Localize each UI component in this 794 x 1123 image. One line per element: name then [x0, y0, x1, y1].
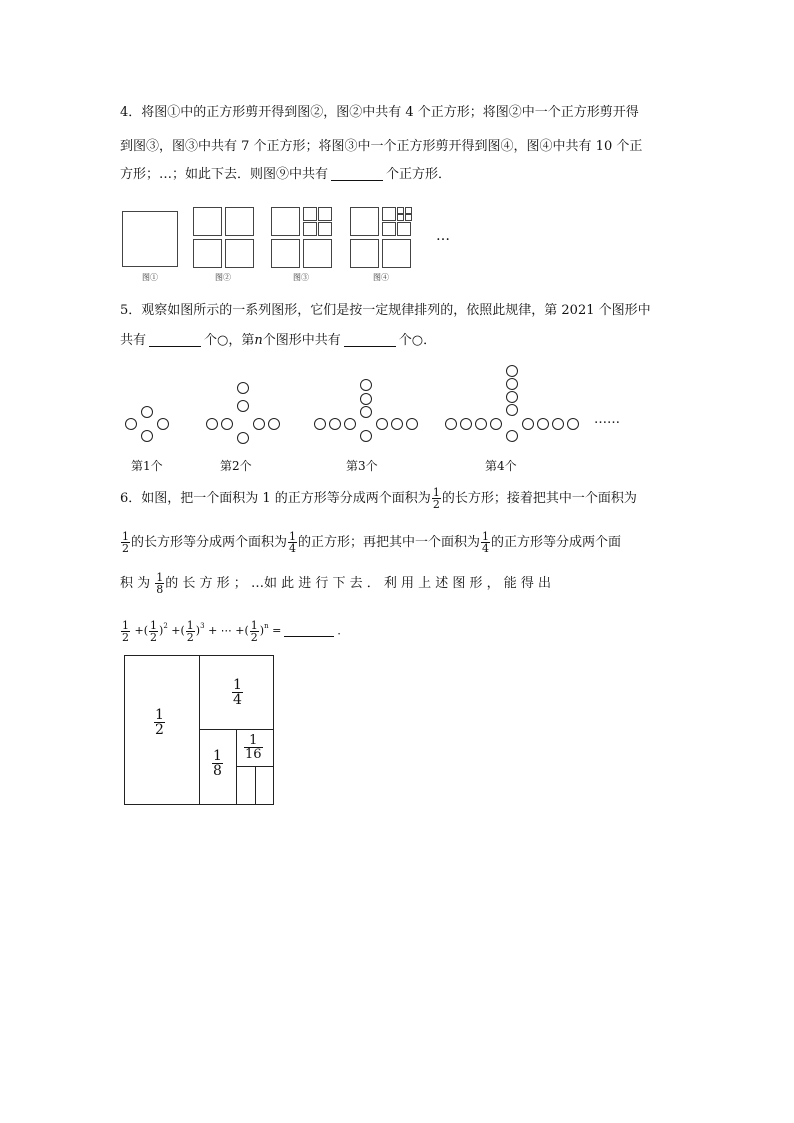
pattern-ellipsis: ……: [594, 412, 620, 427]
q5-line-1: 5．观察如图所示的一系列图形，它们是按一定规律排列的，依照此规律，第 2021 个图形中: [120, 303, 651, 318]
q6-line-1: 6．如图，把一个面积为 1 的正方形等分成两个面积为 $\frac{1}{2}$ 的长方形；接着把其中一个面积为: [120, 486, 637, 511]
circle: [538, 419, 549, 430]
circle: [126, 419, 137, 430]
circle-pattern-figures: [0, 360, 794, 450]
square-cell-small: [303, 222, 317, 236]
circle: [507, 379, 518, 390]
label-quarter: $\frac{1}{4}$: [233, 677, 242, 708]
circle: [523, 419, 534, 430]
fraction-quarter: $\frac{1}{4}$: [289, 530, 297, 555]
square-cell: [303, 239, 332, 268]
circle: [507, 366, 518, 377]
square-figure-1: [122, 211, 178, 267]
square-cell: [271, 239, 300, 268]
circle: [361, 394, 372, 405]
circle: [507, 431, 518, 442]
answer-blank[interactable]: [284, 622, 334, 637]
circle: [377, 419, 388, 430]
fraction-half: $\frac{1}{2}$: [122, 530, 129, 555]
circle: [142, 431, 153, 442]
circle: [238, 383, 249, 394]
square-cell: [271, 207, 300, 236]
caption-pattern-1: 第1个: [131, 459, 163, 473]
q5-line-2: 共有 个○，第n个图形中共有 个○．: [120, 333, 437, 348]
fraction-half: $\frac{1}{2}$: [432, 486, 440, 511]
caption-fig-1: 图①: [142, 273, 158, 282]
square-cell: [350, 207, 379, 236]
fraction-quarter: $\frac{1}{4}$: [482, 530, 490, 555]
circle: [142, 407, 153, 418]
square-cell-tiny: [397, 214, 404, 221]
circle: [361, 407, 372, 418]
circle: [407, 419, 418, 430]
circle: [207, 419, 218, 430]
square-cell: [382, 239, 411, 268]
square-cell: [350, 239, 379, 268]
square-cell: [225, 239, 254, 268]
label-sixteenth: $\frac{1}{16}$: [245, 733, 262, 762]
q4-line-3: 方形；…；如此下去．则图⑨中共有 个正方形．: [120, 167, 452, 182]
label-half: $\frac{1}{2}$: [155, 707, 164, 738]
subdivided-square: [124, 655, 274, 805]
circle: [392, 419, 403, 430]
square-cell-small: [318, 222, 332, 236]
circle: [553, 419, 564, 430]
circle: [238, 401, 249, 412]
circle: [315, 419, 326, 430]
caption-pattern-3: 第3个: [346, 459, 378, 473]
square-cell-tiny: [405, 207, 412, 214]
label-eighth: $\frac{1}{8}$: [213, 748, 222, 779]
square-cell: [225, 207, 254, 236]
answer-blank[interactable]: [344, 332, 396, 347]
circle: [254, 419, 265, 430]
caption-fig-3: 图③: [293, 273, 309, 282]
q4-line-1: 4．将图①中的正方形剪开得到图②，图②中共有 4 个正方形；将图②中一个正方形剪开得: [120, 105, 639, 120]
caption-pattern-2: 第2个: [220, 459, 252, 473]
circle: [158, 419, 169, 430]
caption-pattern-4: 第4个: [485, 459, 517, 473]
square-cell-small: [397, 222, 411, 236]
circle: [461, 419, 472, 430]
square-cell: [193, 239, 222, 268]
caption-fig-2: 图②: [215, 273, 231, 282]
square-cell-small: [303, 207, 317, 221]
square-cell-tiny: [405, 214, 412, 221]
circle: [446, 419, 457, 430]
circle: [507, 405, 518, 416]
answer-blank[interactable]: [331, 166, 383, 181]
q4-line-2: 到图③，图③中共有 7 个正方形；将图③中一个正方形剪开得到图④，图④中共有 10 个正: [120, 139, 643, 154]
square-cell-small: [382, 207, 396, 221]
caption-fig-4: 图④: [373, 273, 389, 282]
answer-blank[interactable]: [149, 332, 201, 347]
square-cell-small: [318, 207, 332, 221]
circle: [345, 419, 356, 430]
circle: [238, 433, 249, 444]
circle: [568, 419, 579, 430]
q6-formula: $\frac{1}{2}$ +( $\frac{1}{2}$ )$^2$ +( $\frac{1}{2}$ )$^3$ + ⋯ +( $\frac{1}{2}$ )$^n$ = ．: [122, 618, 349, 644]
circle: [361, 380, 372, 391]
circle: [507, 392, 518, 403]
circle: [361, 431, 372, 442]
square-cell-small: [382, 222, 396, 236]
fraction-eighth: $\frac{1}{8}$: [156, 571, 164, 596]
circle: [330, 419, 341, 430]
square-cell-tiny: [397, 207, 404, 214]
q6-line-2: $\frac{1}{2}$ 的长方形等分成两个面积为 $\frac{1}{4}$ 的正方形；再把其中一个面积为 $\frac{1}{4}$ 的正方形等分成两个面: [122, 530, 622, 555]
figure-ellipsis: …: [436, 228, 450, 244]
circle: [269, 419, 280, 430]
q6-line-3: 积 为 $\frac{1}{8}$ 的 长 方 形 ； …如 此 进 行 下 去 ． 利 用 上 述 图 形 ， 能 得 出: [120, 571, 552, 596]
circle: [476, 419, 487, 430]
circle: [222, 419, 233, 430]
square-cell: [193, 207, 222, 236]
circle: [491, 419, 502, 430]
